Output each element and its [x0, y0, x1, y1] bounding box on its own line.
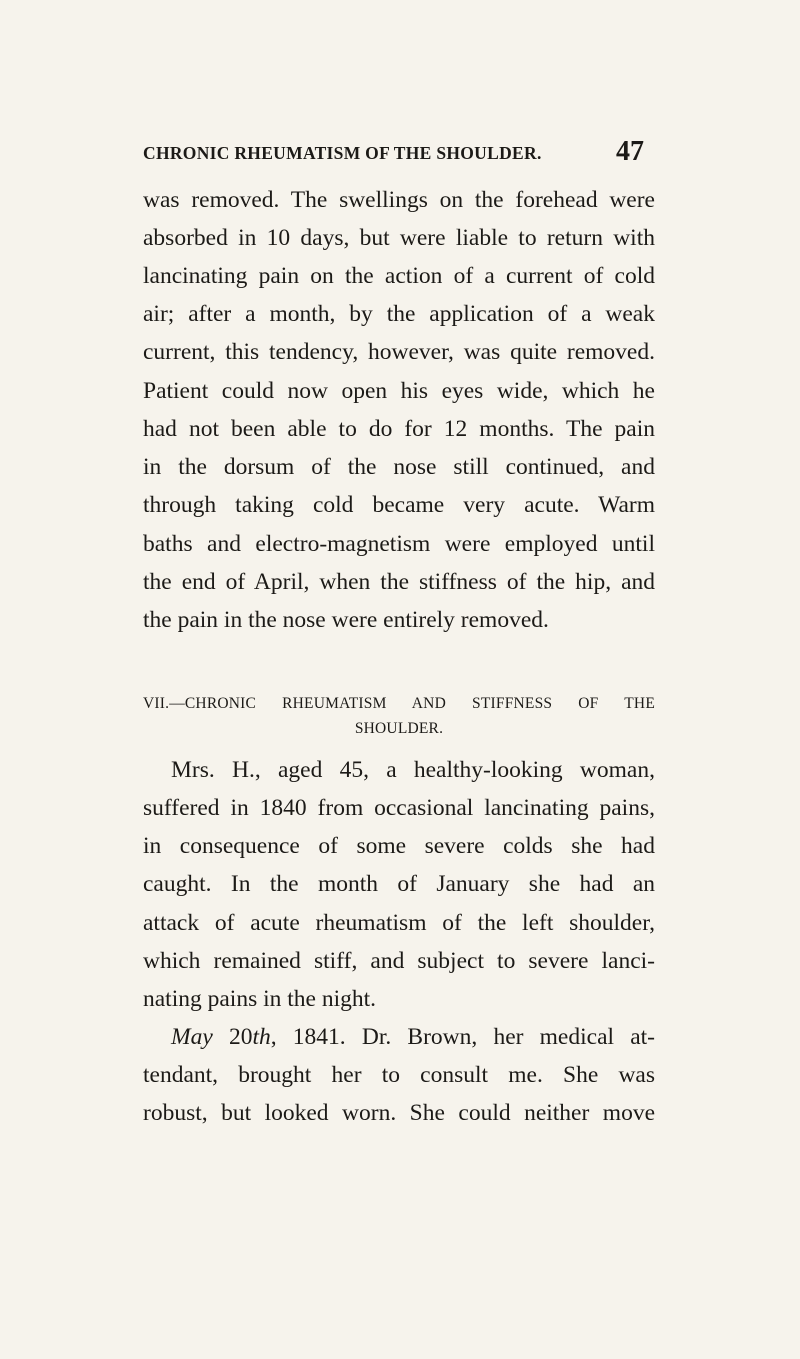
text-line: robust, but looked worn. She could neither move — [143, 1100, 655, 1126]
text-line: through taking cold became very acute. Warm — [143, 492, 655, 518]
page-number: 47 — [616, 136, 644, 167]
date-month: May — [171, 1024, 213, 1050]
text-line: baths and electro-magnetism were employed until — [143, 531, 655, 557]
text-line: current, this tendency, however, was quite removed. — [143, 339, 655, 365]
text-line: was removed. The swellings on the forehead were — [143, 187, 655, 213]
text-line: had not been able to do for 12 months. The pain — [143, 416, 655, 442]
text-line: suffered in 1840 from occasional lancinating pains, — [143, 795, 655, 821]
dated-entry-line — [171, 1022, 655, 1052]
text-line: the pain in the nose were entirely removed. — [143, 607, 549, 633]
text-line: attack of acute rheumatism of the left shoulder, — [143, 910, 655, 936]
text-line: absorbed in 10 days, but were liable to return with — [143, 225, 655, 251]
date-line-rest: , 1841. Dr. Brown, her medical at- — [270, 1024, 655, 1050]
running-head — [143, 143, 655, 164]
text-line: in the dorsum of the nose still continued, and — [143, 454, 655, 480]
text-line: air; after a month, by the application of a weak — [143, 301, 655, 327]
text-line: nating pains in the night. — [143, 986, 377, 1012]
text-line: tendant, brought her to consult me. She was — [143, 1062, 655, 1088]
running-head-title: CHRONIC RHEUMATISM OF THE SHOULDER. — [143, 143, 542, 163]
section-heading-continued: SHOULDER. — [354, 720, 444, 737]
date-suffix: th — [252, 1024, 271, 1050]
text-line: which remained stiff, and subject to severe lanci- — [143, 948, 655, 974]
text-line: caught. In the month of January she had an — [143, 871, 655, 897]
text-line: Mrs. H., aged 45, a healthy-looking woman, — [171, 757, 655, 783]
text-line: in consequence of some severe colds she had — [143, 833, 655, 859]
text-line: the end of April, when the stiffness of the hip, and — [143, 569, 655, 595]
text-line: Patient could now open his eyes wide, which he — [143, 378, 655, 404]
section-heading: VII.—CHRONIC RHEUMATISM AND STIFFNESS OF THE — [143, 695, 655, 712]
date-day: 20 — [228, 1024, 253, 1050]
text-line: lancinating pain on the action of a current of cold — [143, 263, 655, 289]
